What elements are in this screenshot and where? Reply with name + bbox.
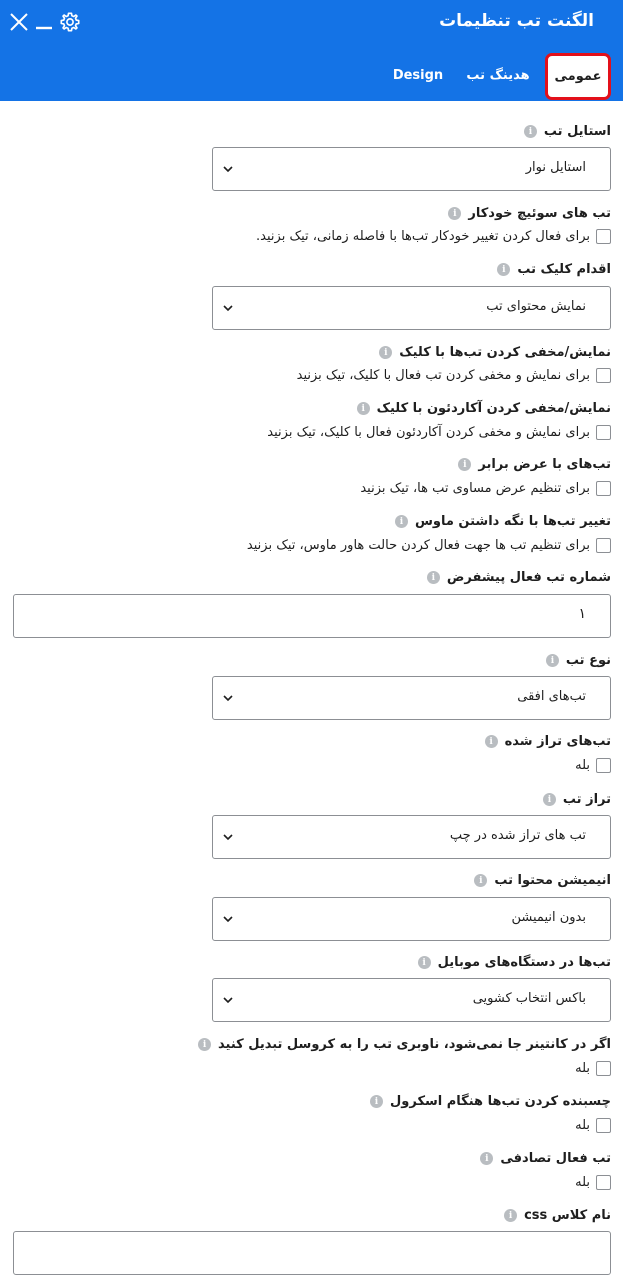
input-value: ۱: [578, 606, 586, 622]
select-value: تب‌های افقی: [517, 689, 586, 704]
checkbox-label: بله: [575, 1118, 590, 1133]
close-icon[interactable]: [7, 10, 31, 34]
chevron-down-icon: [221, 830, 235, 844]
checkbox-label: بله: [575, 758, 590, 773]
click-action-select[interactable]: [212, 286, 611, 330]
field-hover-change: [395, 514, 611, 529]
checkbox-label: برای تنظیم تب ها جهت فعال کردن حالت هاور ماوس، تیک بزنید: [246, 538, 590, 553]
info-icon: i: [504, 1209, 517, 1222]
field-toggle-tabs: [379, 345, 611, 360]
field-label: تغییر تب‌ها با نگه داشتن ماوس: [414, 514, 611, 529]
minimize-icon[interactable]: [32, 10, 56, 34]
info-icon: i: [198, 1038, 211, 1051]
hover-change-checkbox[interactable]: [596, 538, 611, 553]
aligned-tabs-checkbox-row: [575, 758, 611, 773]
info-icon: i: [379, 346, 392, 359]
field-label: اقدام کلیک تب: [517, 262, 611, 277]
field-auto-switch: [448, 206, 611, 221]
sticky-checkbox[interactable]: [596, 1118, 611, 1133]
panel-header: [0, 0, 623, 101]
field-tab-align: [543, 792, 611, 807]
checkbox-label: برای نمایش و مخفی کردن آکاردئون فعال با کلیک، تیک بزنید: [267, 425, 590, 440]
field-label: چسبنده کردن تب‌ها هنگام اسکرول: [390, 1094, 611, 1109]
info-icon: i: [546, 654, 559, 667]
info-icon: i: [485, 735, 498, 748]
field-label: تب‌های تراز شده: [504, 734, 611, 749]
info-icon: i: [427, 571, 440, 584]
field-label: انیمیشن محتوا تب: [494, 873, 611, 888]
info-icon: i: [370, 1095, 383, 1108]
info-icon: i: [524, 125, 537, 138]
checkbox-label: برای نمایش و مخفی کردن تب فعال با کلیک، تیک بزنید: [296, 368, 590, 383]
chevron-down-icon: [221, 301, 235, 315]
info-icon: i: [448, 207, 461, 220]
random-tab-checkbox-row: [575, 1175, 611, 1190]
sticky-checkbox-row: [575, 1118, 611, 1133]
random-tab-checkbox[interactable]: [596, 1175, 611, 1190]
toggle-tabs-checkbox[interactable]: [596, 368, 611, 383]
equal-width-checkbox-row: [360, 481, 611, 496]
auto-switch-checkbox-row: [256, 229, 611, 244]
info-icon: i: [458, 458, 471, 471]
carousel-checkbox-row: [575, 1061, 611, 1076]
select-value: نمایش محتوای تب: [486, 299, 586, 314]
css-class-input[interactable]: [13, 1231, 611, 1275]
field-equal-width: [458, 457, 611, 472]
field-label: نمایش/مخفی کردن تب‌ها با کلیک: [399, 345, 611, 360]
field-label: شماره تب فعال پیشفرض: [446, 570, 611, 585]
gear-icon[interactable]: [58, 10, 82, 34]
info-icon: i: [395, 515, 408, 528]
panel-title: الگنت تب تنظیمات: [439, 11, 594, 31]
field-toggle-accordion: [357, 401, 611, 416]
field-label: نام کلاس css: [524, 1208, 611, 1223]
toggle-tabs-checkbox-row: [297, 368, 611, 383]
field-sticky: [370, 1094, 611, 1109]
info-icon: i: [474, 874, 487, 887]
tab-tab-heading[interactable]: هدینگ تب: [466, 68, 530, 83]
info-icon: i: [418, 956, 431, 969]
field-content-animation: [474, 873, 611, 888]
checkbox-label: بله: [575, 1175, 590, 1190]
tab-general[interactable]: عمومی: [545, 53, 611, 100]
hover-change-checkbox-row: [247, 538, 611, 553]
select-value: استایل نوار: [525, 160, 586, 175]
field-label: نوع تب: [565, 653, 611, 668]
field-mobile-tabs: [418, 955, 611, 970]
field-tab-style: [524, 124, 611, 139]
info-icon: i: [480, 1152, 493, 1165]
info-icon: i: [497, 263, 510, 276]
tab-style-select[interactable]: [212, 147, 611, 191]
field-label: تب‌های با عرض برابر: [478, 457, 611, 472]
equal-width-checkbox[interactable]: [596, 481, 611, 496]
field-random-tab: [480, 1151, 611, 1166]
auto-switch-checkbox[interactable]: [596, 229, 611, 244]
toggle-accordion-checkbox[interactable]: [596, 425, 611, 440]
select-value: بدون انیمیشن: [511, 910, 586, 925]
field-default-tab: [427, 570, 611, 585]
tab-type-select[interactable]: [212, 676, 611, 720]
tab-design[interactable]: Design: [392, 68, 444, 83]
chevron-down-icon: [221, 912, 235, 926]
checkbox-label: بله: [575, 1061, 590, 1076]
info-icon: i: [357, 402, 370, 415]
field-label: تب های سوئیچ خودکار: [468, 206, 611, 221]
chevron-down-icon: [221, 162, 235, 176]
field-label: تب فعال تصادفی: [500, 1151, 611, 1166]
field-aligned-tabs: [485, 734, 611, 749]
field-css-class: [504, 1208, 611, 1223]
field-label: نمایش/مخفی کردن آکاردئون با کلیک: [376, 401, 611, 416]
aligned-tabs-checkbox[interactable]: [596, 758, 611, 773]
info-icon: i: [543, 793, 556, 806]
select-value: باکس انتخاب کشویی: [472, 991, 586, 1006]
field-tab-type: [546, 653, 611, 668]
field-label: تب‌ها در دستگاه‌های موبایل: [437, 955, 611, 970]
content-animation-select[interactable]: [212, 897, 611, 941]
select-value: تب های تراز شده در چپ: [449, 828, 586, 843]
field-label: تراز تب: [562, 792, 611, 807]
carousel-checkbox[interactable]: [596, 1061, 611, 1076]
chevron-down-icon: [221, 993, 235, 1007]
field-carousel: [198, 1037, 611, 1052]
field-label: اگر در کانتینر جا نمی‌شود، ناوبری تب را به کروسل تبدیل کنید: [218, 1037, 611, 1052]
chevron-down-icon: [221, 691, 235, 705]
tab-align-select[interactable]: [212, 815, 611, 859]
field-click-action: [497, 262, 611, 277]
toggle-accordion-checkbox-row: [267, 425, 611, 440]
default-tab-number-input[interactable]: [13, 594, 611, 638]
checkbox-label: برای فعال کردن تغییر خودکار تب‌ها با فاصله زمانی، تیک بزنید.: [256, 229, 590, 244]
mobile-tabs-select[interactable]: [212, 978, 611, 1022]
field-label: استایل تب: [543, 124, 611, 139]
checkbox-label: برای تنظیم عرض مساوی تب ها، تیک بزنید: [360, 481, 590, 496]
